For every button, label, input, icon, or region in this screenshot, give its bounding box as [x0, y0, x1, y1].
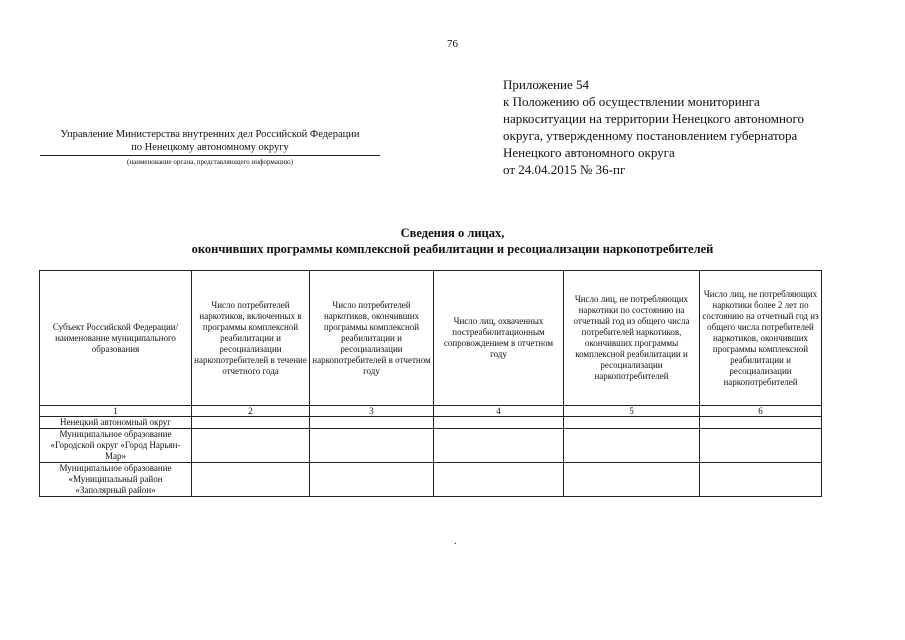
data-cell — [192, 429, 310, 463]
table-row — [40, 429, 822, 463]
appendix-line: Ненецкого автономного округа — [503, 145, 675, 160]
organization-caption: (наименование органа, представляющего информацию) — [127, 158, 293, 166]
column-number: 1 — [40, 406, 192, 417]
organization-block — [40, 128, 380, 167]
data-cell — [310, 417, 434, 429]
appendix-line: от 24.04.2015 № 36-пг — [503, 162, 626, 177]
data-cell — [564, 463, 700, 497]
column-number: 3 — [310, 406, 434, 417]
column-header: Число лиц, не потребляющих наркотики по состоянию на отчетный год из общего числа потребителей наркотиков, окончивших программы комплексной реабилитации и ресоциализации наркопотребителей — [564, 271, 700, 406]
appendix-line: округа, утвержденному постановлением губернатора — [503, 128, 798, 143]
column-header: Число лиц, охваченных постреабилитационным сопровождением в отчетном году — [434, 271, 564, 406]
data-cell — [700, 429, 822, 463]
data-cell — [192, 463, 310, 497]
appendix-line: наркоситуации на территории Ненецкого автономного — [503, 111, 804, 126]
page-number: 76 — [447, 38, 458, 50]
title-line2: окончивших программы комплексной реабилитации и ресоциализации наркопотребителей — [191, 242, 714, 256]
organization-name-line1: Управление Министерства внутренних дел Российской Федерации — [60, 129, 360, 140]
stray-mark: . — [454, 536, 457, 547]
document-title — [0, 225, 905, 257]
column-header: Число потребителей наркотиков, окончивших программы комплексной реабилитации и ресоциализации наркопотребителей в отчетном году — [310, 271, 434, 406]
column-header: Субъект Российской Федерации/ наименование муниципального образования — [40, 271, 192, 406]
data-cell — [434, 463, 564, 497]
organization-name-line2: по Ненецкому автономному округу — [131, 142, 289, 153]
column-number: 4 — [434, 406, 564, 417]
column-header: Число лиц, не потребляющих наркотики более 2 лет по состоянию на отчетный год из общего числа потребителей наркотиков, окончивших программы комплексной реабилитации и ресоциализации наркопотребителей — [700, 271, 822, 406]
appendix-line: Приложение 54 — [503, 77, 590, 92]
data-cell — [564, 429, 700, 463]
column-number: 5 — [564, 406, 700, 417]
column-number: 2 — [192, 406, 310, 417]
appendix-block — [503, 76, 883, 178]
row-name-cell: Муниципальное образование «Городской округ «Город Нарьян-Мар» — [40, 429, 192, 463]
row-name-cell: Ненецкий автономный округ — [40, 417, 192, 429]
data-cell — [434, 417, 564, 429]
report-table — [39, 270, 822, 497]
data-cell — [310, 429, 434, 463]
data-cell — [700, 463, 822, 497]
table-header-row — [40, 271, 822, 406]
data-cell — [310, 463, 434, 497]
row-name-cell: Муниципальное образование «Муниципальный район «Заполярный район» — [40, 463, 192, 497]
organization-underline — [40, 155, 380, 156]
data-cell — [434, 429, 564, 463]
data-cell — [700, 417, 822, 429]
table-row — [40, 463, 822, 497]
data-cell — [192, 417, 310, 429]
data-cell — [564, 417, 700, 429]
column-header: Число потребителей наркотиков, включенных в программы комплексной реабилитации и ресоциализации наркопотребителей в течение отчетного года — [192, 271, 310, 406]
appendix-line: к Положению об осуществлении мониторинга — [503, 94, 760, 109]
title-line1: Сведения о лицах, — [400, 226, 505, 240]
column-number: 6 — [700, 406, 822, 417]
column-number-row — [40, 406, 822, 417]
table-row — [40, 417, 822, 429]
